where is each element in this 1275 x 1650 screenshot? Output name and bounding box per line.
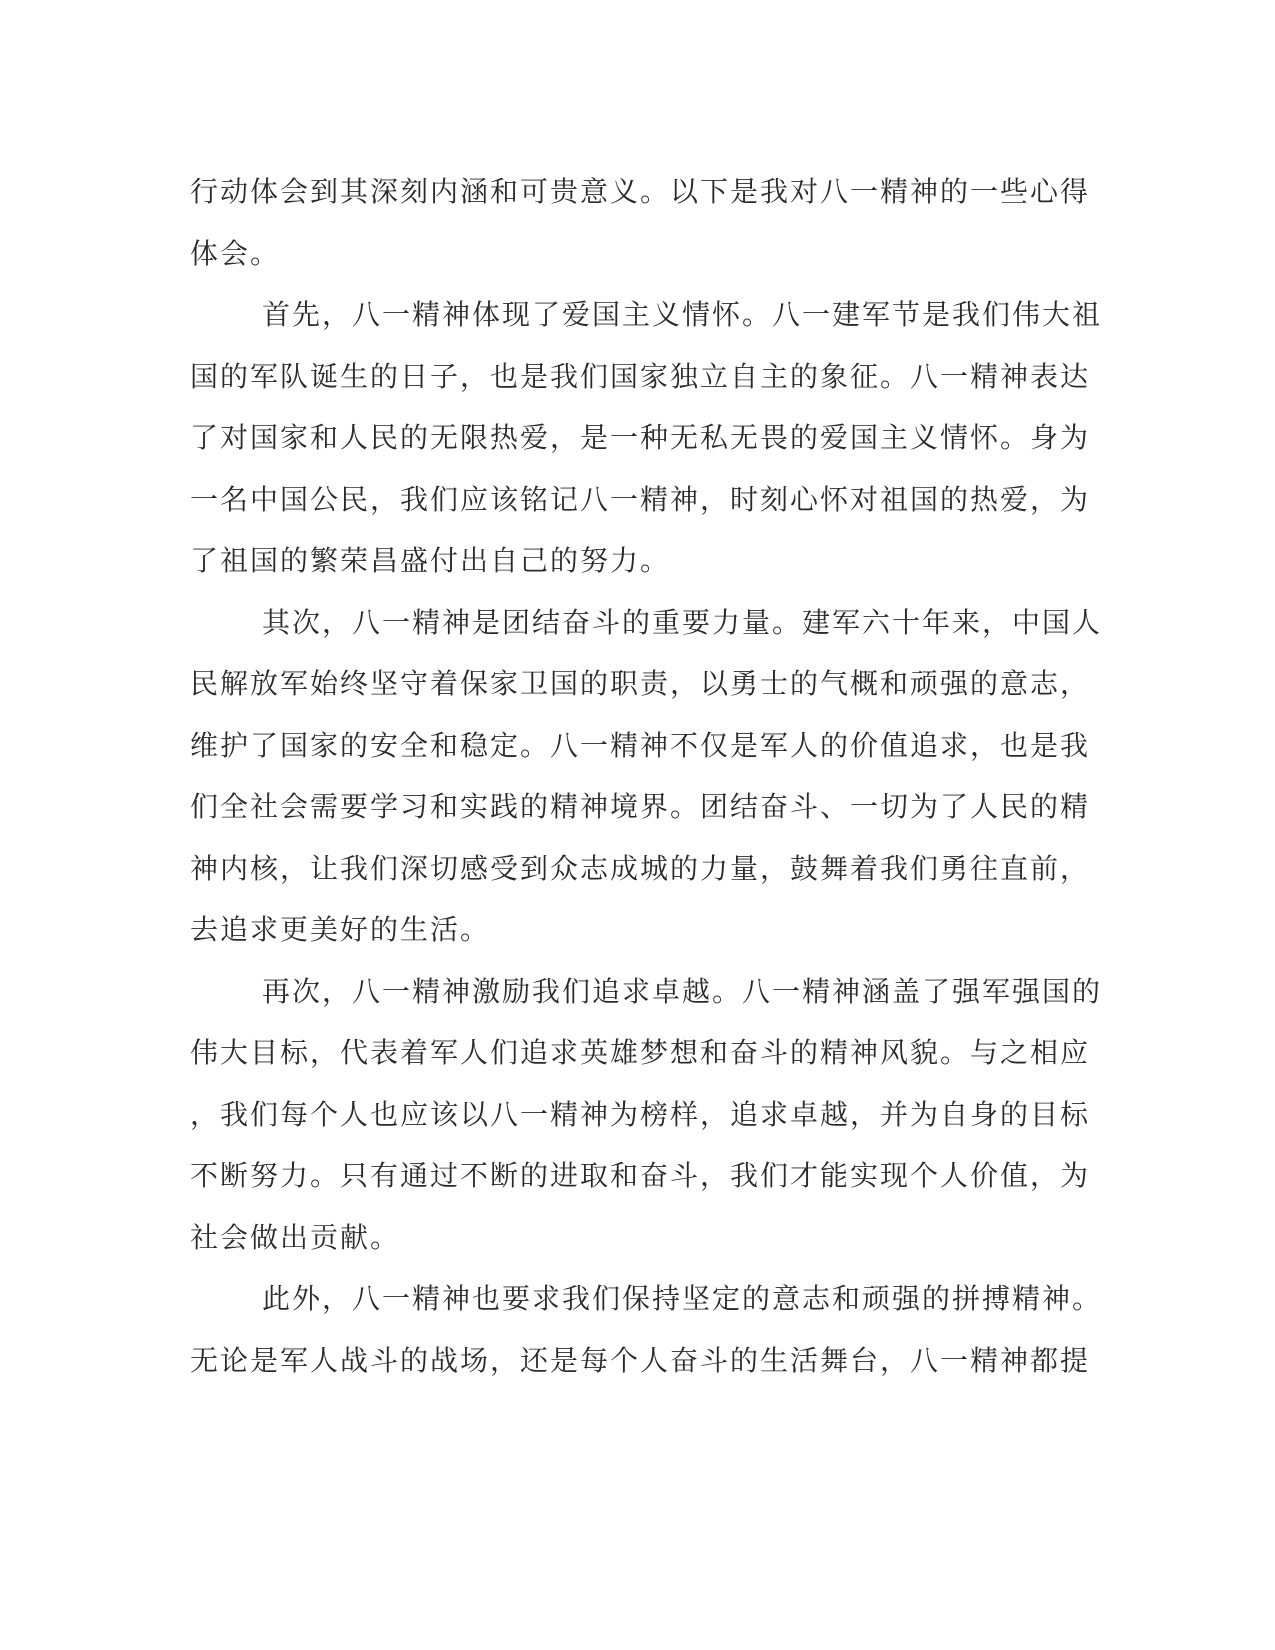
- body-text: [190, 161, 1103, 1391]
- text-line: 伟大目标，代表着军人们追求英雄梦想和奋斗的精神风貌。与之相应: [190, 1036, 1091, 1069]
- text-line: 了对国家和人民的无限热爱，是一种无私无畏的爱国主义情怀。身为: [190, 421, 1091, 454]
- text-line: 民解放军始终坚守着保家卫国的职责，以勇士的气概和顽强的意志，: [190, 667, 1091, 700]
- text-line: 社会做出贡献。: [190, 1220, 401, 1254]
- paragraph-start-line: 其次，八一精神是团结奋斗的重要力量。建军六十年来，中国人: [262, 605, 1103, 639]
- paragraph-start-line: 再次，八一精神激励我们追求卓越。八一精神涵盖了强军强国的: [262, 974, 1103, 1008]
- text-line: ，我们每个人也应该以八一精神为榜样，追求卓越，并为自身的目标: [190, 1097, 1091, 1131]
- text-line: 了祖国的繁荣昌盛付出自己的努力。: [190, 544, 671, 577]
- text-line: 神内核，让我们深切感受到众志成城的力量，鼓舞着我们勇往直前，: [190, 851, 1091, 885]
- text-line: 维护了国家的安全和稳定。八一精神不仅是军人的价值追求，也是我: [190, 728, 1091, 762]
- text-line: 行动体会到其深刻内涵和可贵意义。以下是我对八一精神的一些心得: [190, 175, 1091, 208]
- text-line: 无论是军人战斗的战场，还是每个人奋斗的生活舞台，八一精神都提: [190, 1343, 1091, 1377]
- text-line: 去追求更美好的生活。: [190, 913, 491, 946]
- paragraph-start-line: 此外，八一精神也要求我们保持坚定的意志和顽强的拼搏精神。: [262, 1282, 1103, 1315]
- text-line: 们全社会需要学习和实践的精神境界。团结奋斗、一切为了人民的精: [190, 790, 1091, 823]
- text-line: 不断努力。只有通过不断的进取和奋斗，我们才能实现个人价值，为: [190, 1159, 1091, 1192]
- text-line: 体会。: [190, 236, 281, 270]
- text-line: 国的军队诞生的日子，也是我们国家独立自主的象征。八一精神表达: [190, 359, 1091, 393]
- text-line: 一名中国公民，我们应该铭记八一精神，时刻心怀对祖国的热爱，为: [190, 482, 1091, 516]
- paragraph-start-line: 首先，八一精神体现了爱国主义情怀。八一建军节是我们伟大祖: [262, 298, 1103, 331]
